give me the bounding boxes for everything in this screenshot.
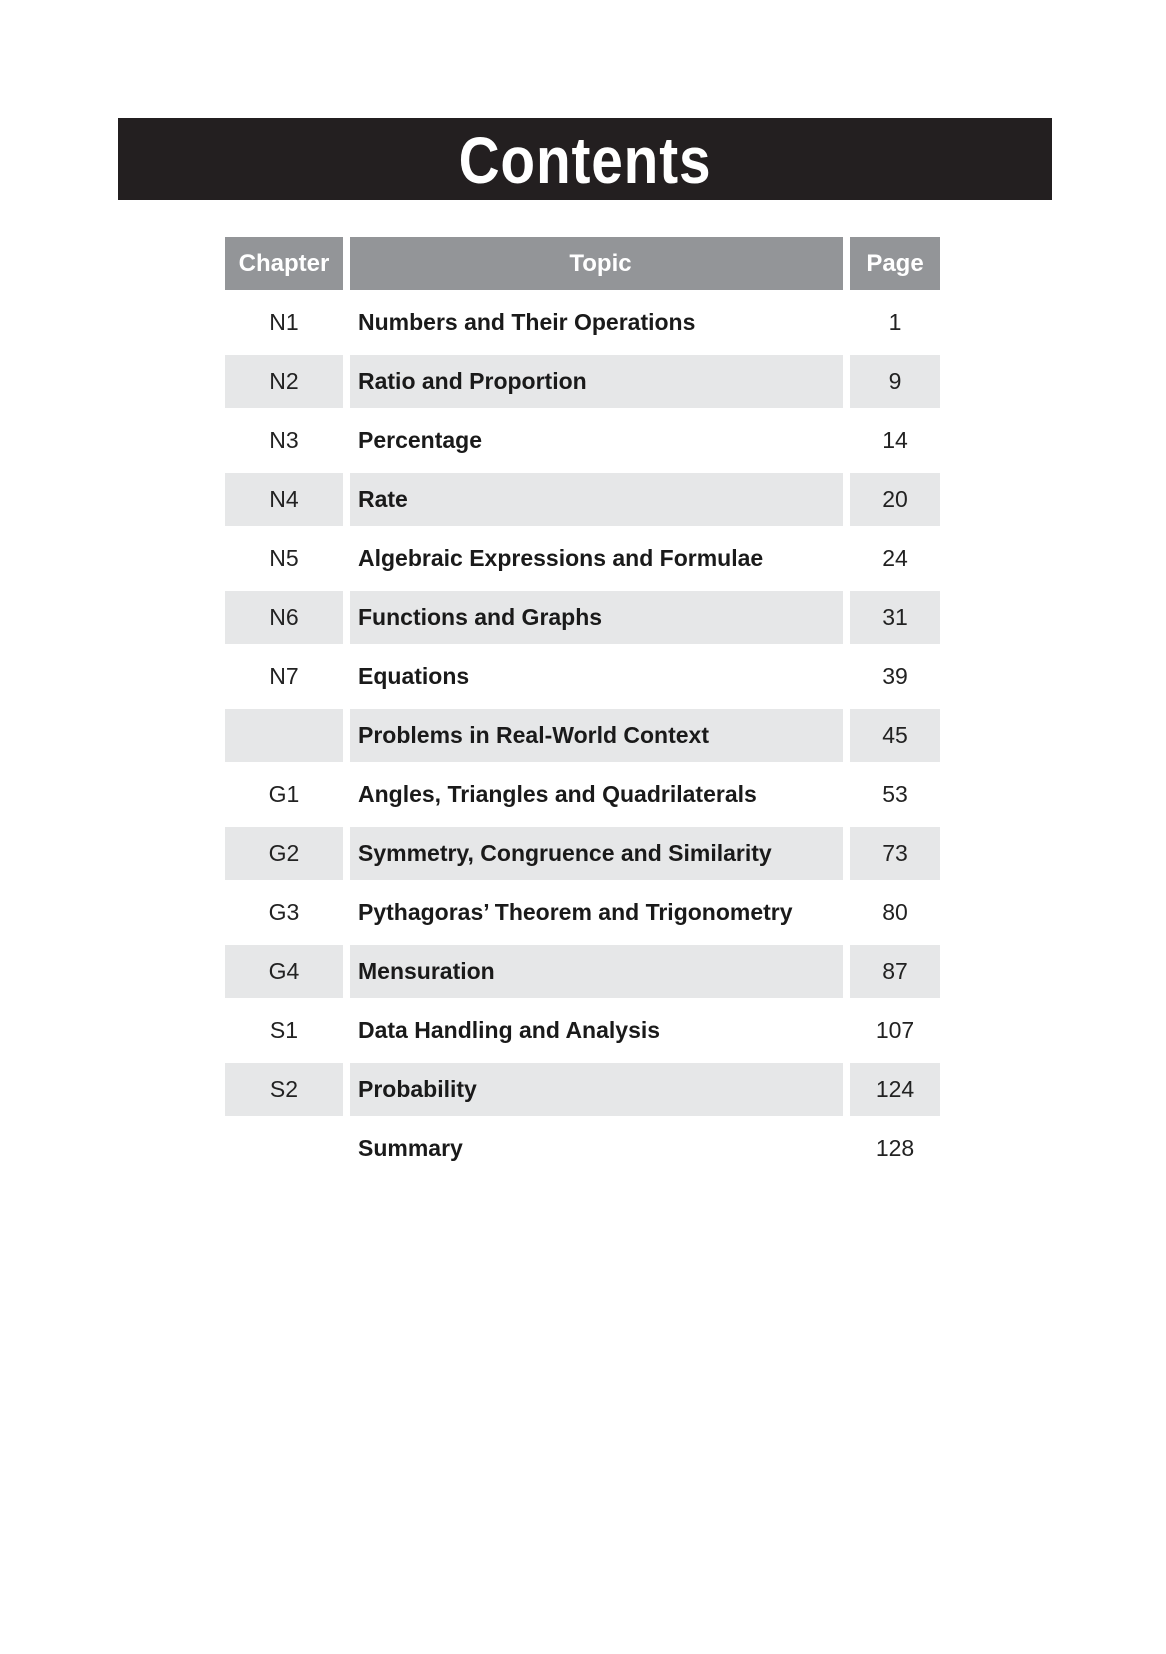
page-cell: 14 — [882, 427, 908, 453]
table-row[interactable] — [225, 650, 940, 703]
table-row[interactable] — [225, 1063, 940, 1116]
header-page: Page — [850, 237, 940, 290]
page-cell: 80 — [882, 899, 908, 925]
table-row[interactable] — [225, 1122, 940, 1175]
topic-cell: Algebraic Expressions and Formulae — [358, 545, 764, 571]
topic-cell: Rate — [350, 473, 843, 526]
table-header-row — [225, 237, 940, 290]
table-row[interactable] — [225, 768, 940, 821]
table-row[interactable] — [225, 709, 940, 762]
chapter-cell: S1 — [269, 1017, 299, 1043]
topic-cell: Pythagoras’ Theorem and Trigonometry — [358, 899, 793, 925]
title-banner — [118, 118, 1052, 200]
page-cell: 9 — [850, 355, 940, 408]
chapter-cell: G4 — [225, 945, 343, 998]
chapter-cell: G2 — [225, 827, 343, 880]
page-cell: 53 — [882, 781, 908, 807]
page-cell: 124 — [850, 1063, 940, 1116]
table-row[interactable] — [225, 886, 940, 939]
page-title: Contents — [458, 123, 712, 197]
table-row[interactable] — [225, 945, 940, 998]
header-topic: Topic — [350, 237, 843, 290]
page-cell: 107 — [875, 1017, 915, 1043]
chapter-cell: N7 — [269, 663, 299, 689]
page-cell: 128 — [875, 1135, 915, 1161]
table-row[interactable] — [225, 473, 940, 526]
topic-cell: Problems in Real-World Context — [350, 709, 843, 762]
topic-cell: Mensuration — [350, 945, 843, 998]
page-cell: 87 — [850, 945, 940, 998]
chapter-cell — [225, 709, 343, 762]
topic-cell: Ratio and Proportion — [350, 355, 843, 408]
topic-cell: Summary — [358, 1135, 463, 1161]
table-row[interactable] — [225, 591, 940, 644]
contents-table — [225, 237, 940, 1181]
table-row[interactable] — [225, 296, 940, 349]
chapter-cell: N5 — [269, 545, 299, 571]
page-cell: 20 — [850, 473, 940, 526]
topic-cell: Probability — [350, 1063, 843, 1116]
page-cell: 1 — [888, 309, 902, 335]
table-row[interactable] — [225, 355, 940, 408]
page-cell: 73 — [850, 827, 940, 880]
page-cell: 45 — [850, 709, 940, 762]
topic-cell: Data Handling and Analysis — [358, 1017, 661, 1043]
page-cell: 39 — [882, 663, 908, 689]
chapter-cell: G1 — [268, 781, 300, 807]
topic-cell: Equations — [358, 663, 470, 689]
topic-cell: Symmetry, Congruence and Similarity — [350, 827, 843, 880]
chapter-cell: G3 — [268, 899, 300, 925]
chapter-cell: S2 — [225, 1063, 343, 1116]
topic-cell: Percentage — [358, 427, 483, 453]
topic-cell: Numbers and Their Operations — [358, 309, 696, 335]
table-row[interactable] — [225, 414, 940, 467]
chapter-cell: N6 — [225, 591, 343, 644]
table-row[interactable] — [225, 827, 940, 880]
header-chapter: Chapter — [225, 237, 343, 290]
table-row[interactable] — [225, 532, 940, 585]
page-cell: 31 — [850, 591, 940, 644]
topic-cell: Functions and Graphs — [350, 591, 843, 644]
chapter-cell: N1 — [269, 309, 299, 335]
chapter-cell: N4 — [225, 473, 343, 526]
topic-cell: Angles, Triangles and Quadrilaterals — [358, 781, 757, 807]
page-cell: 24 — [882, 545, 908, 571]
chapter-cell: N3 — [269, 427, 299, 453]
table-row[interactable] — [225, 1004, 940, 1057]
chapter-cell: N2 — [225, 355, 343, 408]
chapter-cell — [225, 1122, 343, 1175]
